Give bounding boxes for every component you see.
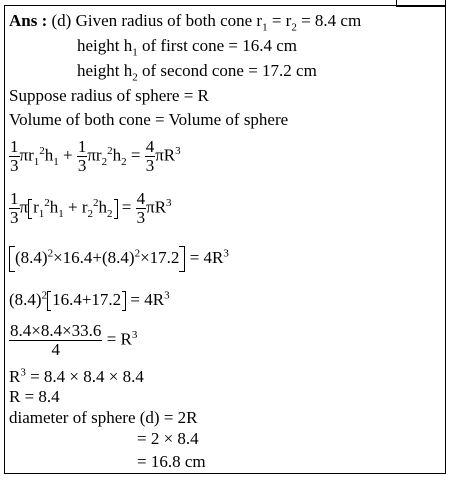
answer-box — [4, 5, 446, 474]
answer-line-r-cubed: $R^3 = 8.4 \times 8.4 \times 8.4$ — [9, 366, 144, 386]
answer-line-2: height $h_1$ of first cone = 16.4 cm — [77, 36, 297, 59]
equation-simplified: $(8.4)^2$ $16.4+17.2 = 4R^3$ — [9, 290, 170, 311]
answer-line-4: Suppose radius of sphere = R — [9, 86, 209, 105]
bracket-open — [28, 199, 32, 219]
answer-line-diameter: diameter of sphere (d) = 2R — [9, 408, 198, 427]
equation-fraction: $\frac{8.4\times 8.4\times 33.6}{4}$ = $R^3$ — [10, 321, 138, 359]
answer-line-diameter-calc: = 2 × 8.4 — [137, 429, 199, 448]
equation-volumes: $\frac{1}{3}$ $\pi r_1^2h_1$ + $\frac{1}{3}$ $\pi r_2^2h_2$ = $\frac{4}{3}$ $\pi R^3$ — [10, 137, 181, 175]
answer-line-r: R = 8.4 — [9, 387, 60, 406]
equation-substituted: $(8.4)^2\times 16.4+(8.4)^2\times 17.2 = 4R^3$ — [9, 246, 229, 272]
equation-factored: $\frac{1}{3}$ π $r_1^2h_1 + r_2^2h_2$ = $\frac{4}{3}$ $\pi R^3$ — [10, 189, 172, 227]
answer-line-3: height $h_2$ of second cone = 17.2 cm — [77, 61, 317, 84]
answer-line-1: Ans : (d) Given radius of both cone $r_1 = r_2 = 8.4$ cm — [9, 11, 362, 34]
answer-line-5: Volume of both cone = Volume of sphere — [9, 110, 289, 129]
answer-label: Ans : — [9, 11, 48, 30]
bracket-open — [47, 291, 51, 311]
answer-line-result: = 16.8 cm — [137, 452, 206, 471]
